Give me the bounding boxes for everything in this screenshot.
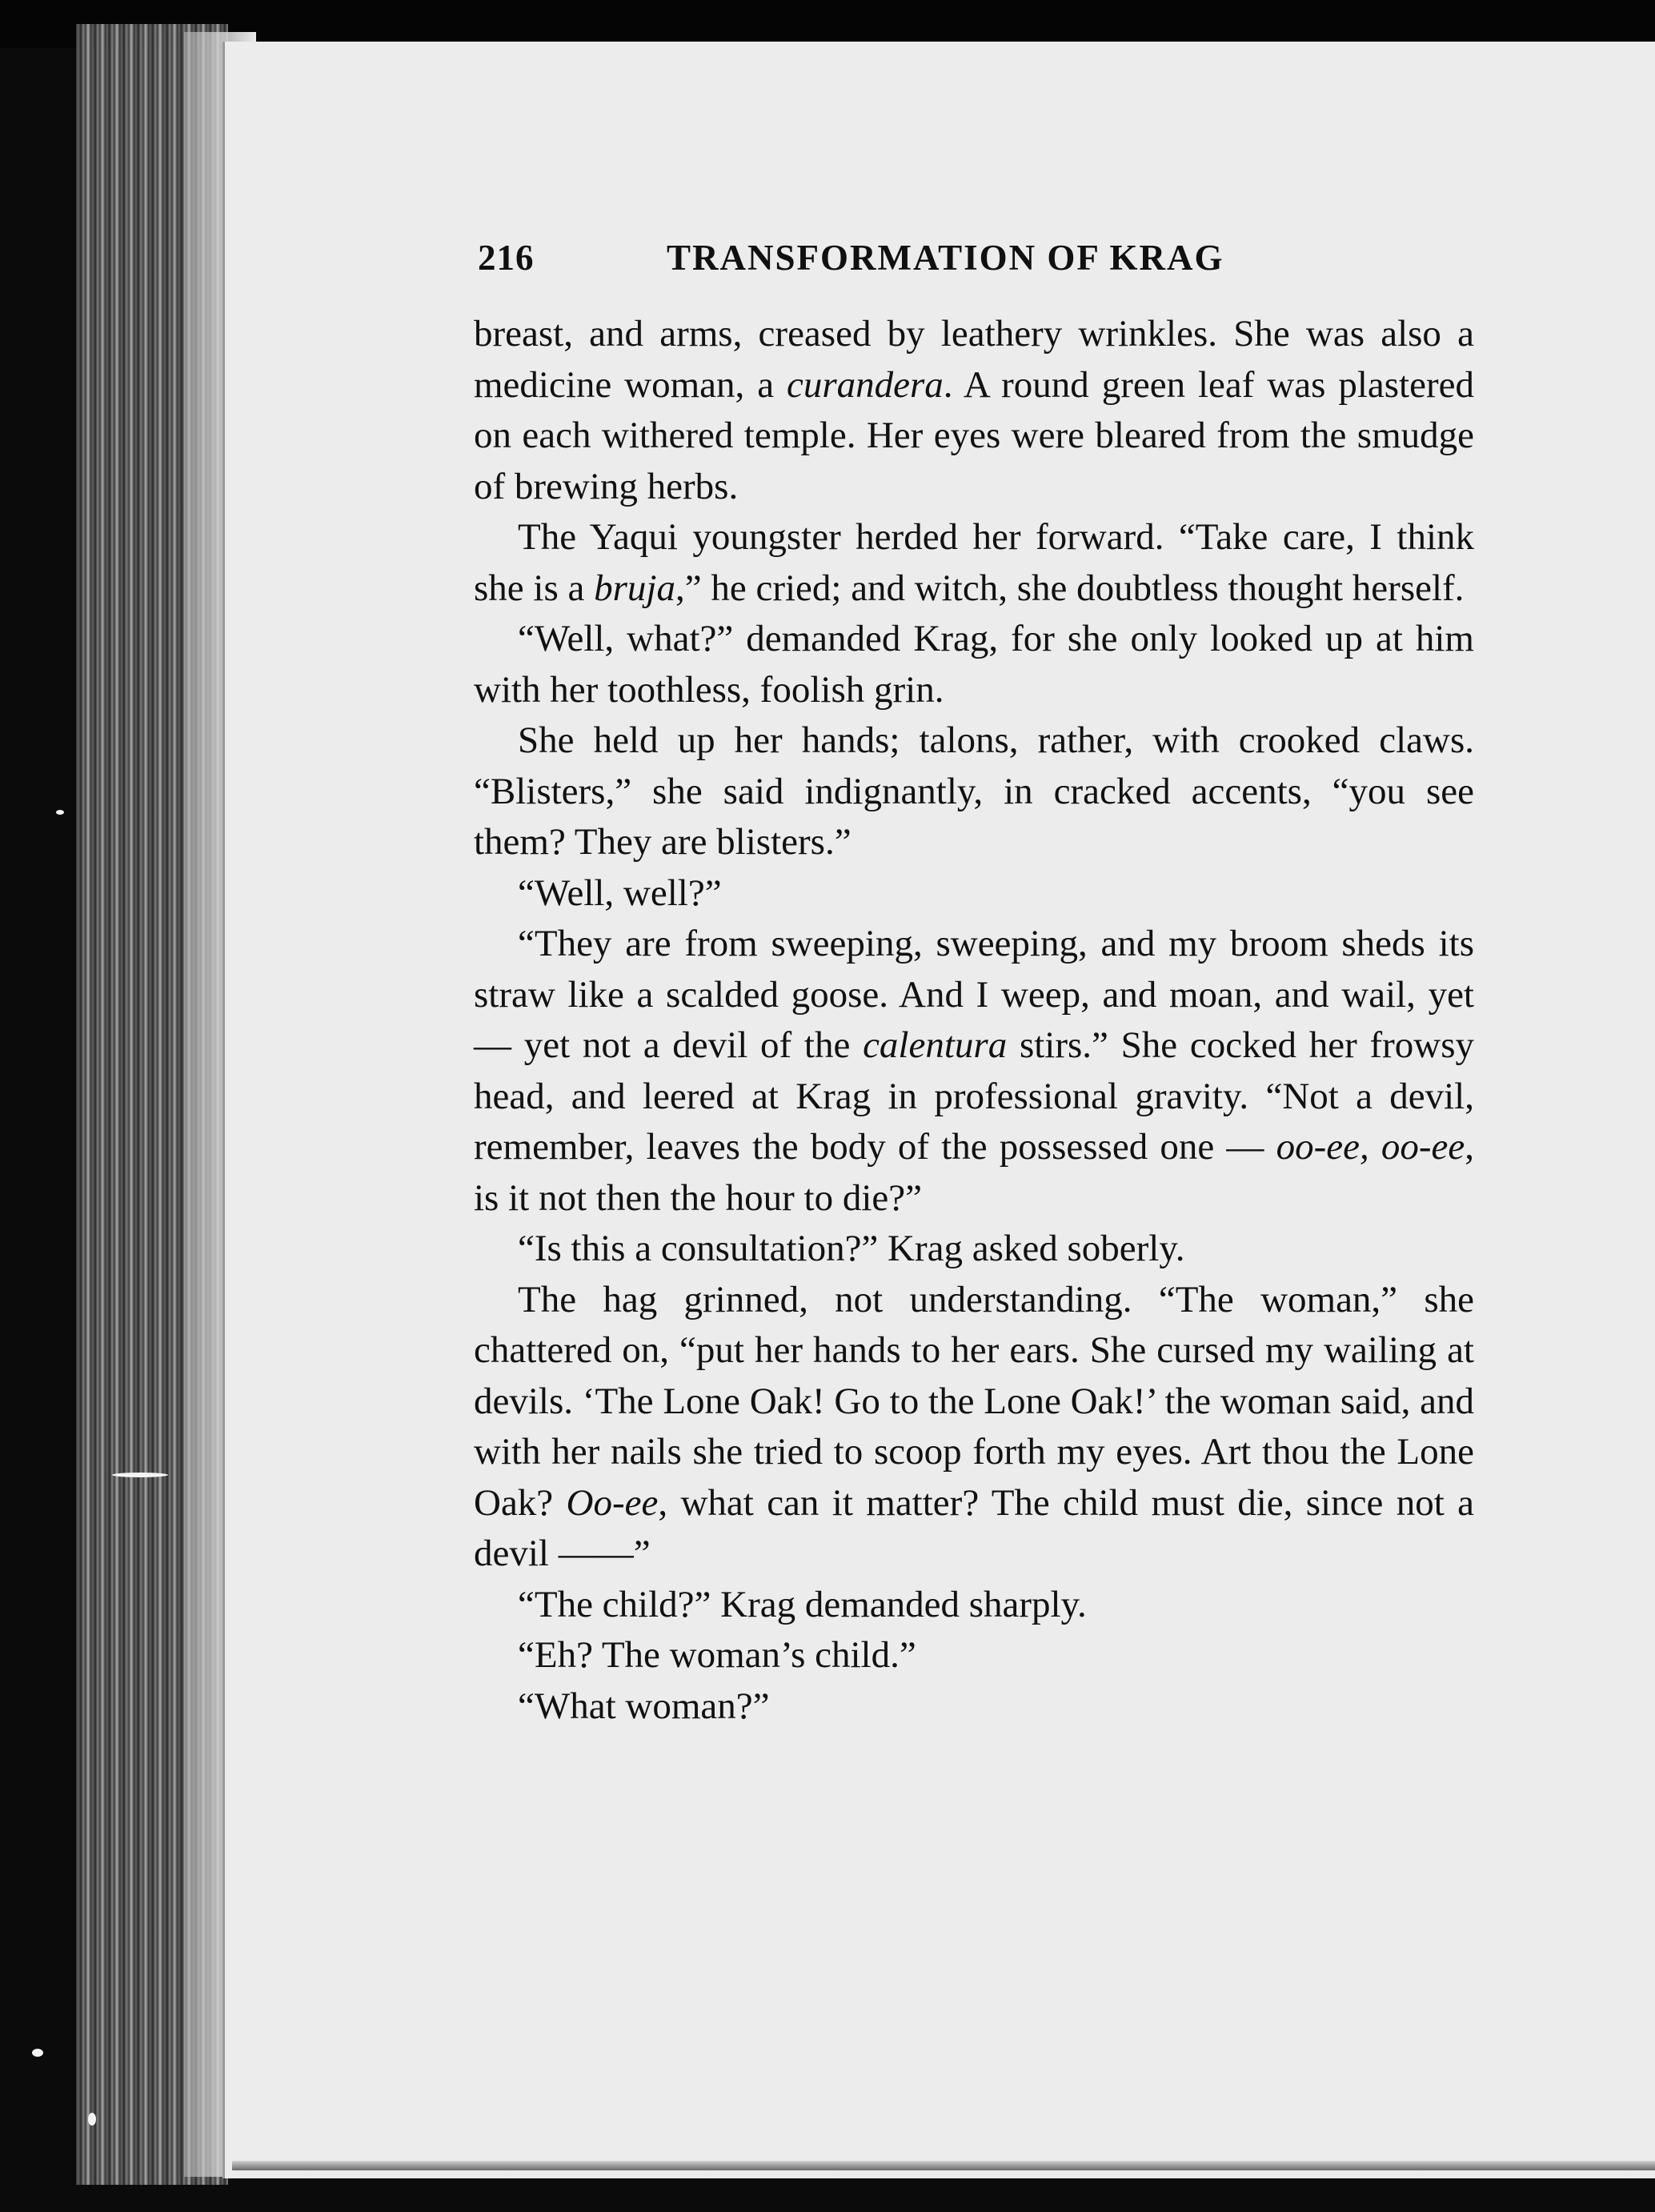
text-run: , is it not then the hour to die?” [474,1126,1474,1219]
paragraph [474,1275,1474,1580]
text-run: ,” he cried; and witch, she doubtless thought herself. [675,567,1465,609]
paragraph [474,309,1474,512]
page-number: 216 [478,238,535,278]
paragraph [474,512,1474,614]
scan-speck [56,810,64,815]
paragraph [474,1630,1474,1681]
text-run: “Well, well?” [518,872,722,914]
paragraph [474,715,1474,868]
italic-text: oo-ee, oo-ee [1276,1126,1465,1168]
text-run: “Eh? The woman’s child.” [518,1634,916,1676]
text-run: . A round green leaf was plastered on each withered temple. Her eyes were bleared from the smudge of brewing herbs. [474,363,1474,507]
text-run: stirs.” She cocked her frowsy head, and leered at Krag in professional gravity. “Not a devil, remember, leaves the body of the possessed one — [474,1024,1474,1168]
running-title: TRANSFORMATION OF KRAG [667,238,1224,278]
text-run: , what can it matter? The child must die, since not a devil ——” [474,1481,1474,1574]
paragraph [474,614,1474,715]
paragraph [474,1224,1474,1275]
scan-speck [32,2049,43,2057]
scan-speck [88,2113,96,2126]
text-run: “The child?” Krag demanded sharply. [518,1583,1087,1625]
text-run: “Is this a consultation?” Krag asked soberly. [518,1228,1185,1269]
text-run: “Well, what?” demanded Krag, for she only looked up at him with her toothless, foolish grin. [474,618,1474,711]
italic-text: Oo-ee [566,1481,659,1524]
page-bottom-edge [232,2161,1655,2170]
italic-text: curandera [786,363,944,406]
body-text [474,309,1474,1732]
text-run: breast, and arms, creased by leathery wrinkles. She was also a medicine woman, a [474,313,1474,406]
text-run: “They are from sweeping, sweeping, and my broom sheds its straw like a scalded goose. And I weep, and moan, and wail, yet — yet not a devil of the [474,923,1474,1066]
text-run: The Yaqui youngster herded her forward. “Take care, I think she is a [474,516,1474,609]
text-run: “What woman?” [518,1685,770,1727]
paragraph [474,1580,1474,1631]
scan-speck [112,1473,168,1477]
text-run: The hag grinned, not understanding. “The woman,” she chattered on, “put her hands to her ears. She cursed my wailing at devils. ‘The Lone Oak! Go to the Lone Oak!’ the woman said, and with her nails she tried to scoop forth my eyes. Art thou the Lone Oak? [474,1278,1474,1524]
paragraph [474,919,1474,1224]
text-run: She held up her hands; talons, rather, with crooked claws. “Blisters,” she said indignantly, in cracked accents, “you see them? They are blisters.” [474,719,1474,863]
paragraph [474,868,1474,920]
paragraph [474,1681,1474,1733]
running-head [478,237,1294,293]
italic-text: calentura [863,1024,1008,1066]
italic-text: bruja [594,567,675,609]
